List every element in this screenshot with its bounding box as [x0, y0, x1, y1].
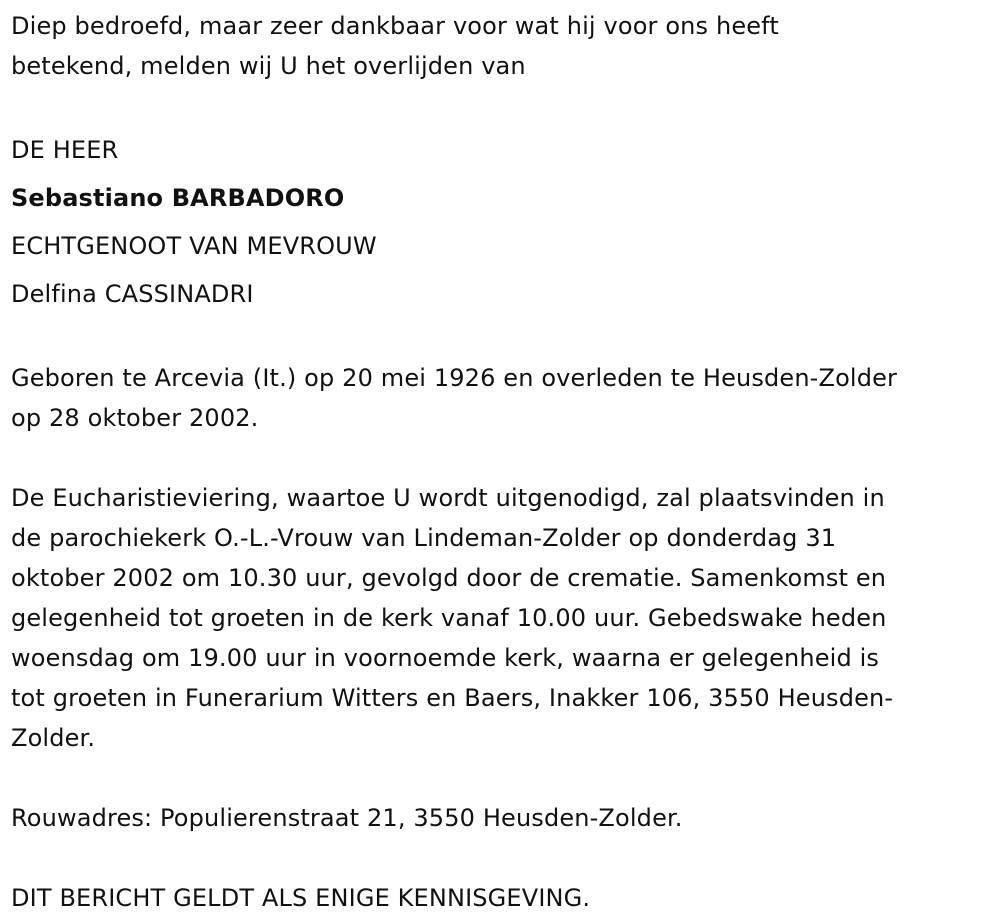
ceremony-line: gelegenheid tot groeten in de kerk vanaf 10.00 uur. Gebedswake heden: [11, 604, 887, 632]
closing-notice: DIT BERICHT GELDT ALS ENIGE KENNISGEVING.: [11, 884, 591, 912]
birth-death-line: Geboren te Arcevia (It.) op 20 mei 1926 en overleden te Heusden-Zolder: [11, 364, 898, 392]
title-line: DE HEER: [11, 136, 119, 164]
paragraph-spacer: [11, 758, 991, 798]
ceremony-line: Zolder.: [11, 724, 96, 752]
spouse-name: Delfina CASSINADRI: [11, 280, 254, 308]
deceased-block: [11, 126, 991, 318]
death-notice: [11, 6, 991, 918]
paragraph-spacer: [11, 438, 991, 478]
birth-death-paragraph: [11, 358, 991, 438]
intro-line: betekend, melden wij U het overlijden van: [11, 52, 526, 80]
ceremony-paragraph: [11, 478, 991, 758]
deceased-name: Sebastiano BARBADORO: [11, 184, 345, 212]
ceremony-line: tot groeten in Funerarium Witters en Baers, Inakker 106, 3550 Heusden-: [11, 684, 894, 712]
spouse-title: ECHTGENOOT VAN MEVROUW: [11, 232, 377, 260]
ceremony-line: De Eucharistieviering, waartoe U wordt uitgenodigd, zal plaatsvinden in: [11, 484, 885, 512]
birth-death-line: op 28 oktober 2002.: [11, 404, 259, 432]
ceremony-line: oktober 2002 om 10.30 uur, gevolgd door de crematie. Samenkomst en: [11, 564, 887, 592]
ceremony-line: woensdag om 19.00 uur in voornoemde kerk, waarna er gelegenheid is: [11, 644, 880, 672]
ceremony-line: de parochiekerk O.-L.-Vrouw van Lindeman-Zolder op donderdag 31: [11, 524, 837, 552]
mourning-address: Rouwadres: Populierenstraat 21, 3550 Heusden-Zolder.: [11, 804, 683, 832]
intro-line: Diep bedroefd, maar zeer dankbaar voor wat hij voor ons heeft: [11, 12, 779, 40]
paragraph-spacer: [11, 318, 991, 358]
intro-paragraph: [11, 6, 991, 86]
paragraph-spacer: [11, 86, 991, 126]
paragraph-spacer: [11, 838, 991, 878]
